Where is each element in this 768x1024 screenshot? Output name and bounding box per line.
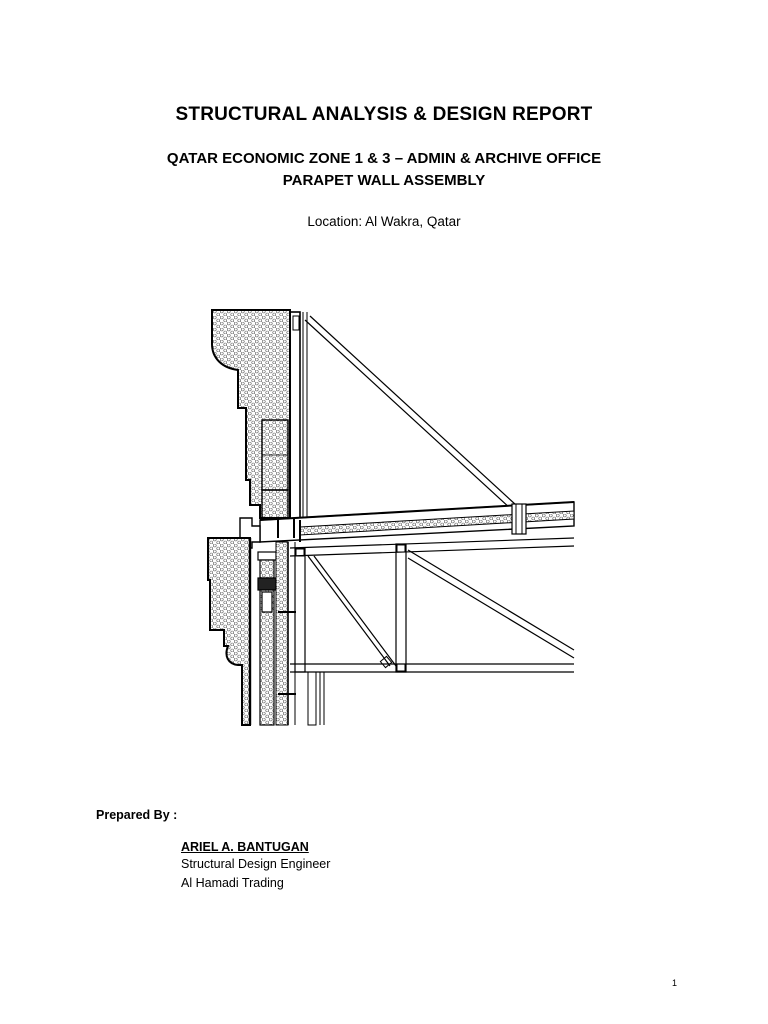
report-title: STRUCTURAL ANALYSIS & DESIGN REPORT [175, 104, 593, 125]
author-role: Structural Design Engineer [181, 857, 331, 871]
roof-truss [290, 538, 574, 672]
author-name: ARIEL A. BANTUGAN [181, 840, 309, 854]
page-number: 1 [672, 978, 678, 988]
diagonal-brace [305, 316, 516, 510]
parapet-section-drawing [150, 280, 580, 762]
project-title-line-1: QATAR ECONOMIC ZONE 1 & 3 – ADMIN & ARCHIVE OFFICE [166, 150, 602, 167]
column-cap [258, 552, 276, 725]
project-location: Location: Al Wakra, Qatar [307, 214, 461, 229]
project-title-line-2: PARAPET WALL ASSEMBLY [282, 172, 486, 189]
upper-parapet-panel [212, 310, 290, 518]
wall-cavity-insulation [276, 542, 295, 725]
prepared-by-label: Prepared By : [96, 808, 178, 822]
upper-steel-posts [290, 312, 307, 520]
author-company: Al Hamadi Trading [181, 876, 284, 890]
lower-parapet-panel [208, 538, 250, 725]
lower-steel-posts [308, 672, 324, 725]
